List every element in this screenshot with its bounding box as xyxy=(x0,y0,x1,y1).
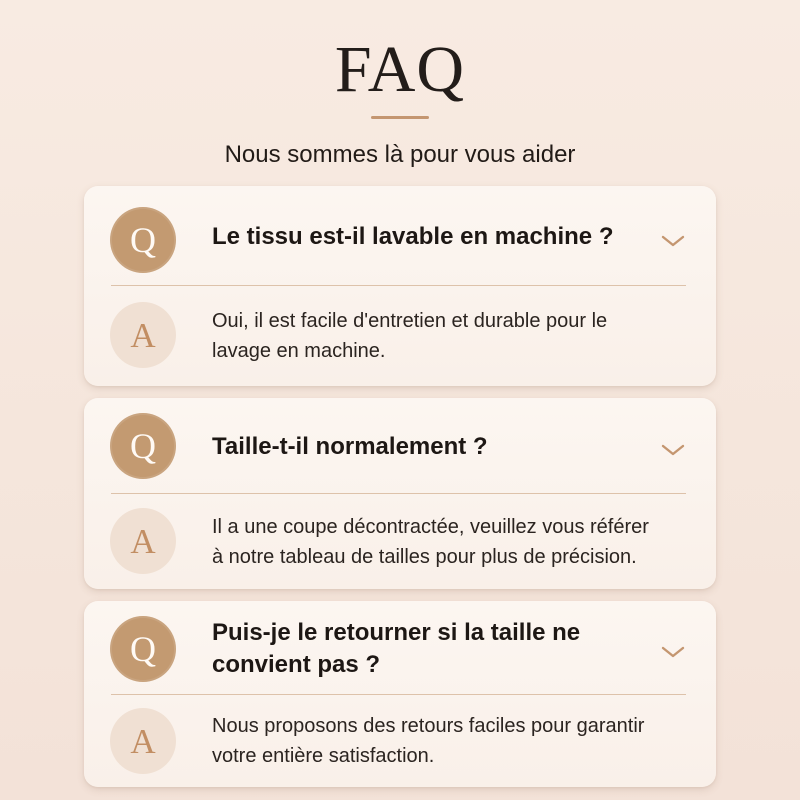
chevron-down-icon[interactable] xyxy=(659,643,687,661)
faq-answer-row xyxy=(84,286,716,386)
faq-question-toggle[interactable] xyxy=(84,186,716,285)
answer-badge: A xyxy=(110,302,176,368)
faq-answer-row xyxy=(84,494,716,589)
faq-question: Puis-je le retourner si la taille ne convient pas ? xyxy=(212,618,581,678)
title-divider xyxy=(371,116,429,119)
question-badge: Q xyxy=(110,413,176,479)
page-title: FAQ xyxy=(334,33,466,106)
chevron-down-icon[interactable] xyxy=(659,232,687,250)
answer-badge: A xyxy=(110,708,176,774)
chevron-down-icon[interactable] xyxy=(659,441,687,459)
answer-badge: A xyxy=(110,508,176,574)
faq-answer: Nous proposons des retours faciles pour garantir votre entière satisfaction. xyxy=(212,715,645,767)
faq-question-toggle[interactable] xyxy=(84,601,716,694)
faq-question-toggle[interactable] xyxy=(84,398,716,493)
faq-item xyxy=(84,398,716,589)
question-badge: Q xyxy=(110,616,176,682)
faq-list xyxy=(84,186,716,799)
faq-item xyxy=(84,186,716,386)
faq-question: Le tissu est-il lavable en machine ? xyxy=(212,222,614,250)
faq-answer-row xyxy=(84,695,716,787)
faq-question: Taille-t-il normalement ? xyxy=(212,432,488,460)
faq-item xyxy=(84,601,716,787)
faq-answer: Il a une coupe décontractée, veuillez vous référer à notre tableau de tailles pour plus de précision. xyxy=(212,515,649,568)
faq-answer: Oui, il est facile d'entretien et durable pour le lavage en machine. xyxy=(212,310,608,362)
question-badge: Q xyxy=(110,207,176,273)
page-subtitle: Nous sommes là pour vous aider xyxy=(224,141,576,168)
